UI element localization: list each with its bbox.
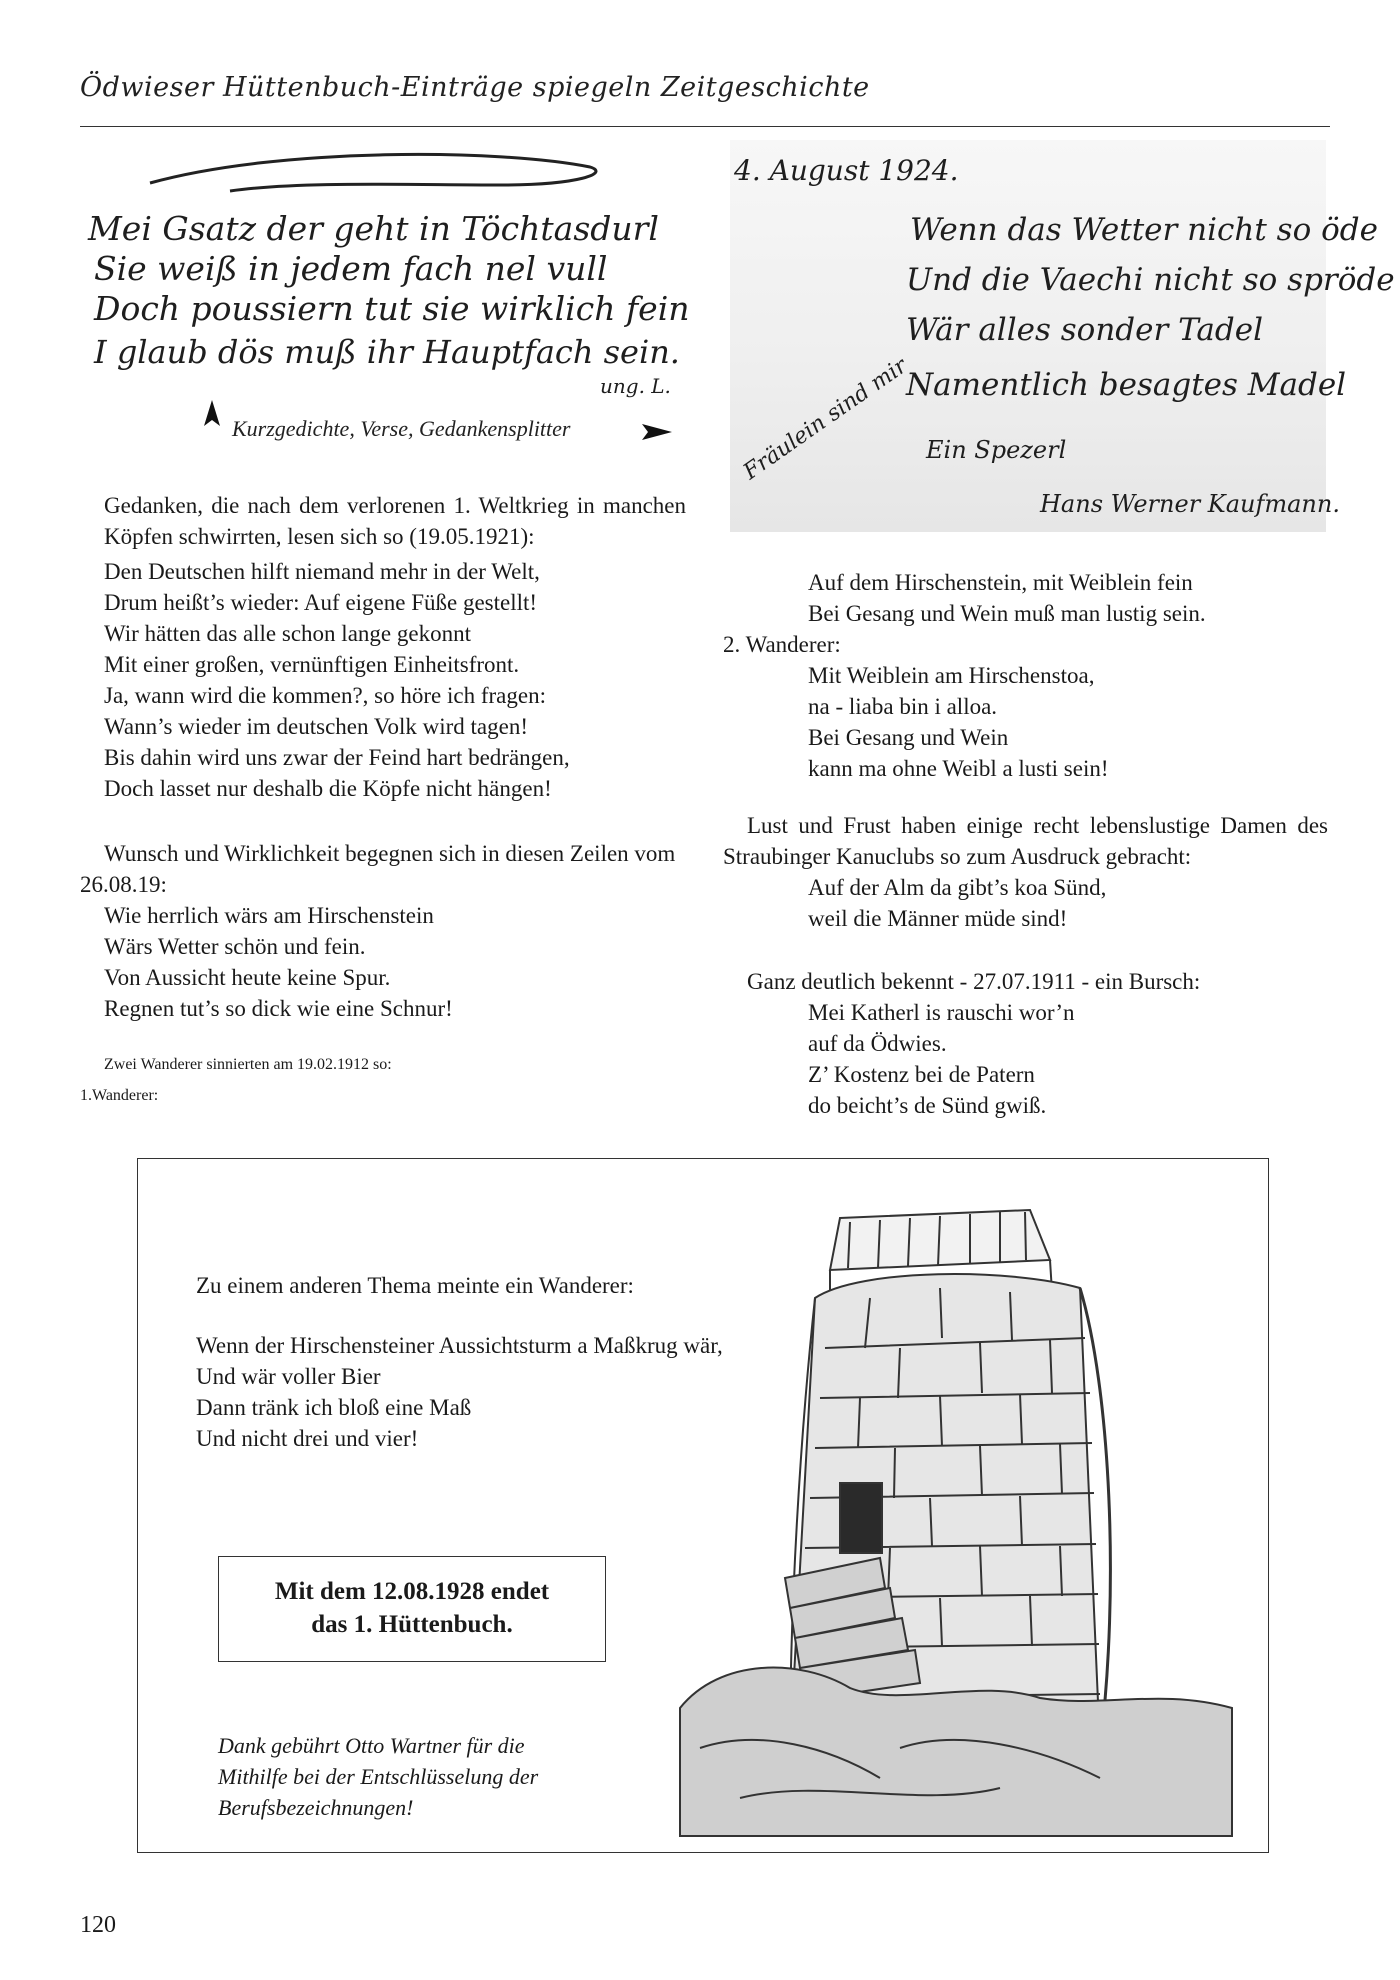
- poem-line: Wenn der Hirschensteiner Aussichtsturm a Maßkrug wär,: [196, 1333, 723, 1358]
- arrow-up-icon: [200, 398, 224, 430]
- poem-line: Den Deutschen hilft niemand mehr in der Welt,: [104, 559, 540, 584]
- header-rule: [80, 126, 1330, 127]
- handwriting-date: 4. August 1924.: [734, 154, 959, 187]
- handwriting-image-left: [80, 145, 690, 400]
- handwriting-signature: Hans Werner Kaufmann.: [1040, 490, 1340, 518]
- handwriting-line: Wär alles sonder Tadel: [906, 312, 1263, 348]
- poem-line: Z’ Kostenz bei de Patern: [808, 1062, 1035, 1087]
- poem-line: Wie herrlich wärs am Hirschenstein: [104, 903, 434, 928]
- poem-line: Auf der Alm da gibt’s koa Sünd,: [808, 875, 1107, 900]
- image-caption: Kurzgedichte, Verse, Gedankensplitter: [232, 416, 571, 441]
- paragraph-5: Ganz deutlich bekennt - 27.07.1911 - ein Bursch:: [747, 969, 1201, 994]
- poem-line: kann ma ohne Weibl a lusti sein!: [808, 756, 1109, 781]
- acknowledgement-line: Dank gebührt Otto Wartner für die: [218, 1733, 525, 1758]
- wanderer-1-poem: [808, 567, 1328, 629]
- poem-5: [808, 997, 1328, 1121]
- poem-line: Drum heißt’s wieder: Auf eigene Füße gestellt!: [104, 590, 538, 615]
- paragraph-4-wrap: [723, 810, 1328, 872]
- box-intro: Zu einem anderen Thema meinte ein Wanderer:: [196, 1273, 634, 1298]
- poem-line: Dann tränk ich bloß eine Maß: [196, 1395, 472, 1420]
- paragraph-3: Zwei Wanderer sinnierten am 19.02.1912 so:: [104, 1056, 392, 1073]
- end-notice-line: das 1. Hüttenbuch.: [311, 1611, 513, 1638]
- acknowledgement-line: Berufsbezeichnungen!: [218, 1795, 414, 1820]
- poem-line: Regnen tut’s so dick wie eine Schnur!: [104, 996, 453, 1021]
- left-column: [104, 490, 686, 552]
- poem-line: Mei Katherl is rauschi wor’n: [808, 1000, 1075, 1025]
- paragraph-2-wrap: [80, 838, 686, 900]
- poem-line: Bei Gesang und Wein: [808, 725, 1009, 750]
- poem-line: auf da Ödwies.: [808, 1031, 947, 1056]
- handwriting-line: Doch poussiern tut sie wirklich fein: [94, 289, 690, 328]
- poem-line: Mit einer großen, vernünftigen Einheitsfront.: [104, 652, 520, 677]
- poem-line: Und wär voller Bier: [196, 1364, 381, 1389]
- wanderer-2-poem: [808, 660, 1328, 784]
- handwriting-closing: Ein Spezerl: [926, 436, 1067, 464]
- tower-sketch-image: [680, 1188, 1232, 1836]
- poem-line: Mit Weiblein am Hirschenstoa,: [808, 663, 1095, 688]
- poem-line: Auf dem Hirschenstein, mit Weiblein fein: [808, 570, 1193, 595]
- end-notice-box: [218, 1556, 606, 1662]
- handwriting-line: Und die Vaechi nicht so spröde: [906, 262, 1395, 298]
- handwriting-line: Sie weiß in jedem fach nel vull: [94, 249, 608, 288]
- poem-line: Doch lasset nur deshalb die Köpfe nicht hängen!: [104, 776, 552, 801]
- box-poem: [196, 1330, 816, 1454]
- handwriting-side-note: Fräulein sind mir: [739, 353, 912, 485]
- handwriting-signature: ung. L.: [600, 374, 671, 398]
- poem-line: Ja, wann wird die kommen?, so höre ich fragen:: [104, 683, 546, 708]
- acknowledgement-line: Mithilfe bei der Entschlüsselung der: [218, 1764, 539, 1789]
- paragraph: Lust und Frust haben einige recht lebenslustige Damen des Straubinger Kanuclubs so zum Ausdruck gebracht:: [723, 813, 1328, 869]
- poem-line: Wann’s wieder im deutschen Volk wird tagen!: [104, 714, 528, 739]
- wanderer-2-label: 2. Wanderer:: [723, 632, 841, 657]
- poem-line: Und nicht drei und vier!: [196, 1426, 419, 1451]
- poem-line: Wir hätten das alle schon lange gekonnt: [104, 621, 471, 646]
- handwriting-image-right: [730, 140, 1395, 532]
- handwriting-line: Namentlich besagtes Madel: [906, 367, 1347, 403]
- acknowledgement: [218, 1730, 638, 1823]
- poem-line: do beicht’s de Sünd gwiß.: [808, 1093, 1047, 1118]
- paragraph: Gedanken, die nach dem verlorenen 1. Weltkrieg in manchen Köpfen schwirrten, lesen sich so (19.05.1921):: [104, 493, 686, 549]
- handwriting-line: Wenn das Wetter nicht so öde: [910, 212, 1378, 248]
- poem-line: Bei Gesang und Wein muß man lustig sein.: [808, 601, 1206, 626]
- poem-2: [104, 900, 704, 1024]
- running-header: Ödwieser Hüttenbuch-Einträge spiegeln Zeitgeschichte: [80, 72, 870, 103]
- handwriting-line: Mei Gsatz der geht in Töchtasdurl: [88, 209, 659, 248]
- wanderer-1-label: 1.Wanderer:: [80, 1087, 159, 1104]
- poem-line: Wärs Wetter schön und fein.: [104, 934, 366, 959]
- poem-line: Von Aussicht heute keine Spur.: [104, 965, 391, 990]
- poem-line: na - liaba bin i alloa.: [808, 694, 998, 719]
- poem-1: [104, 556, 704, 804]
- poem-line: weil die Männer müde sind!: [808, 906, 1068, 931]
- arrow-right-icon: [640, 420, 674, 444]
- handwriting-line: I glaub dös muß ihr Hauptfach sein.: [94, 333, 680, 371]
- paragraph: Wunsch und Wirklichkeit begegnen sich in diesen Zeilen vom 26.08.19:: [80, 841, 676, 897]
- poem-4: [808, 872, 1328, 934]
- end-notice-line: Mit dem 12.08.1928 endet: [274, 1578, 550, 1605]
- poem-line: Bis dahin wird uns zwar der Feind hart bedrängen,: [104, 745, 570, 770]
- page-number: 120: [80, 1912, 116, 1938]
